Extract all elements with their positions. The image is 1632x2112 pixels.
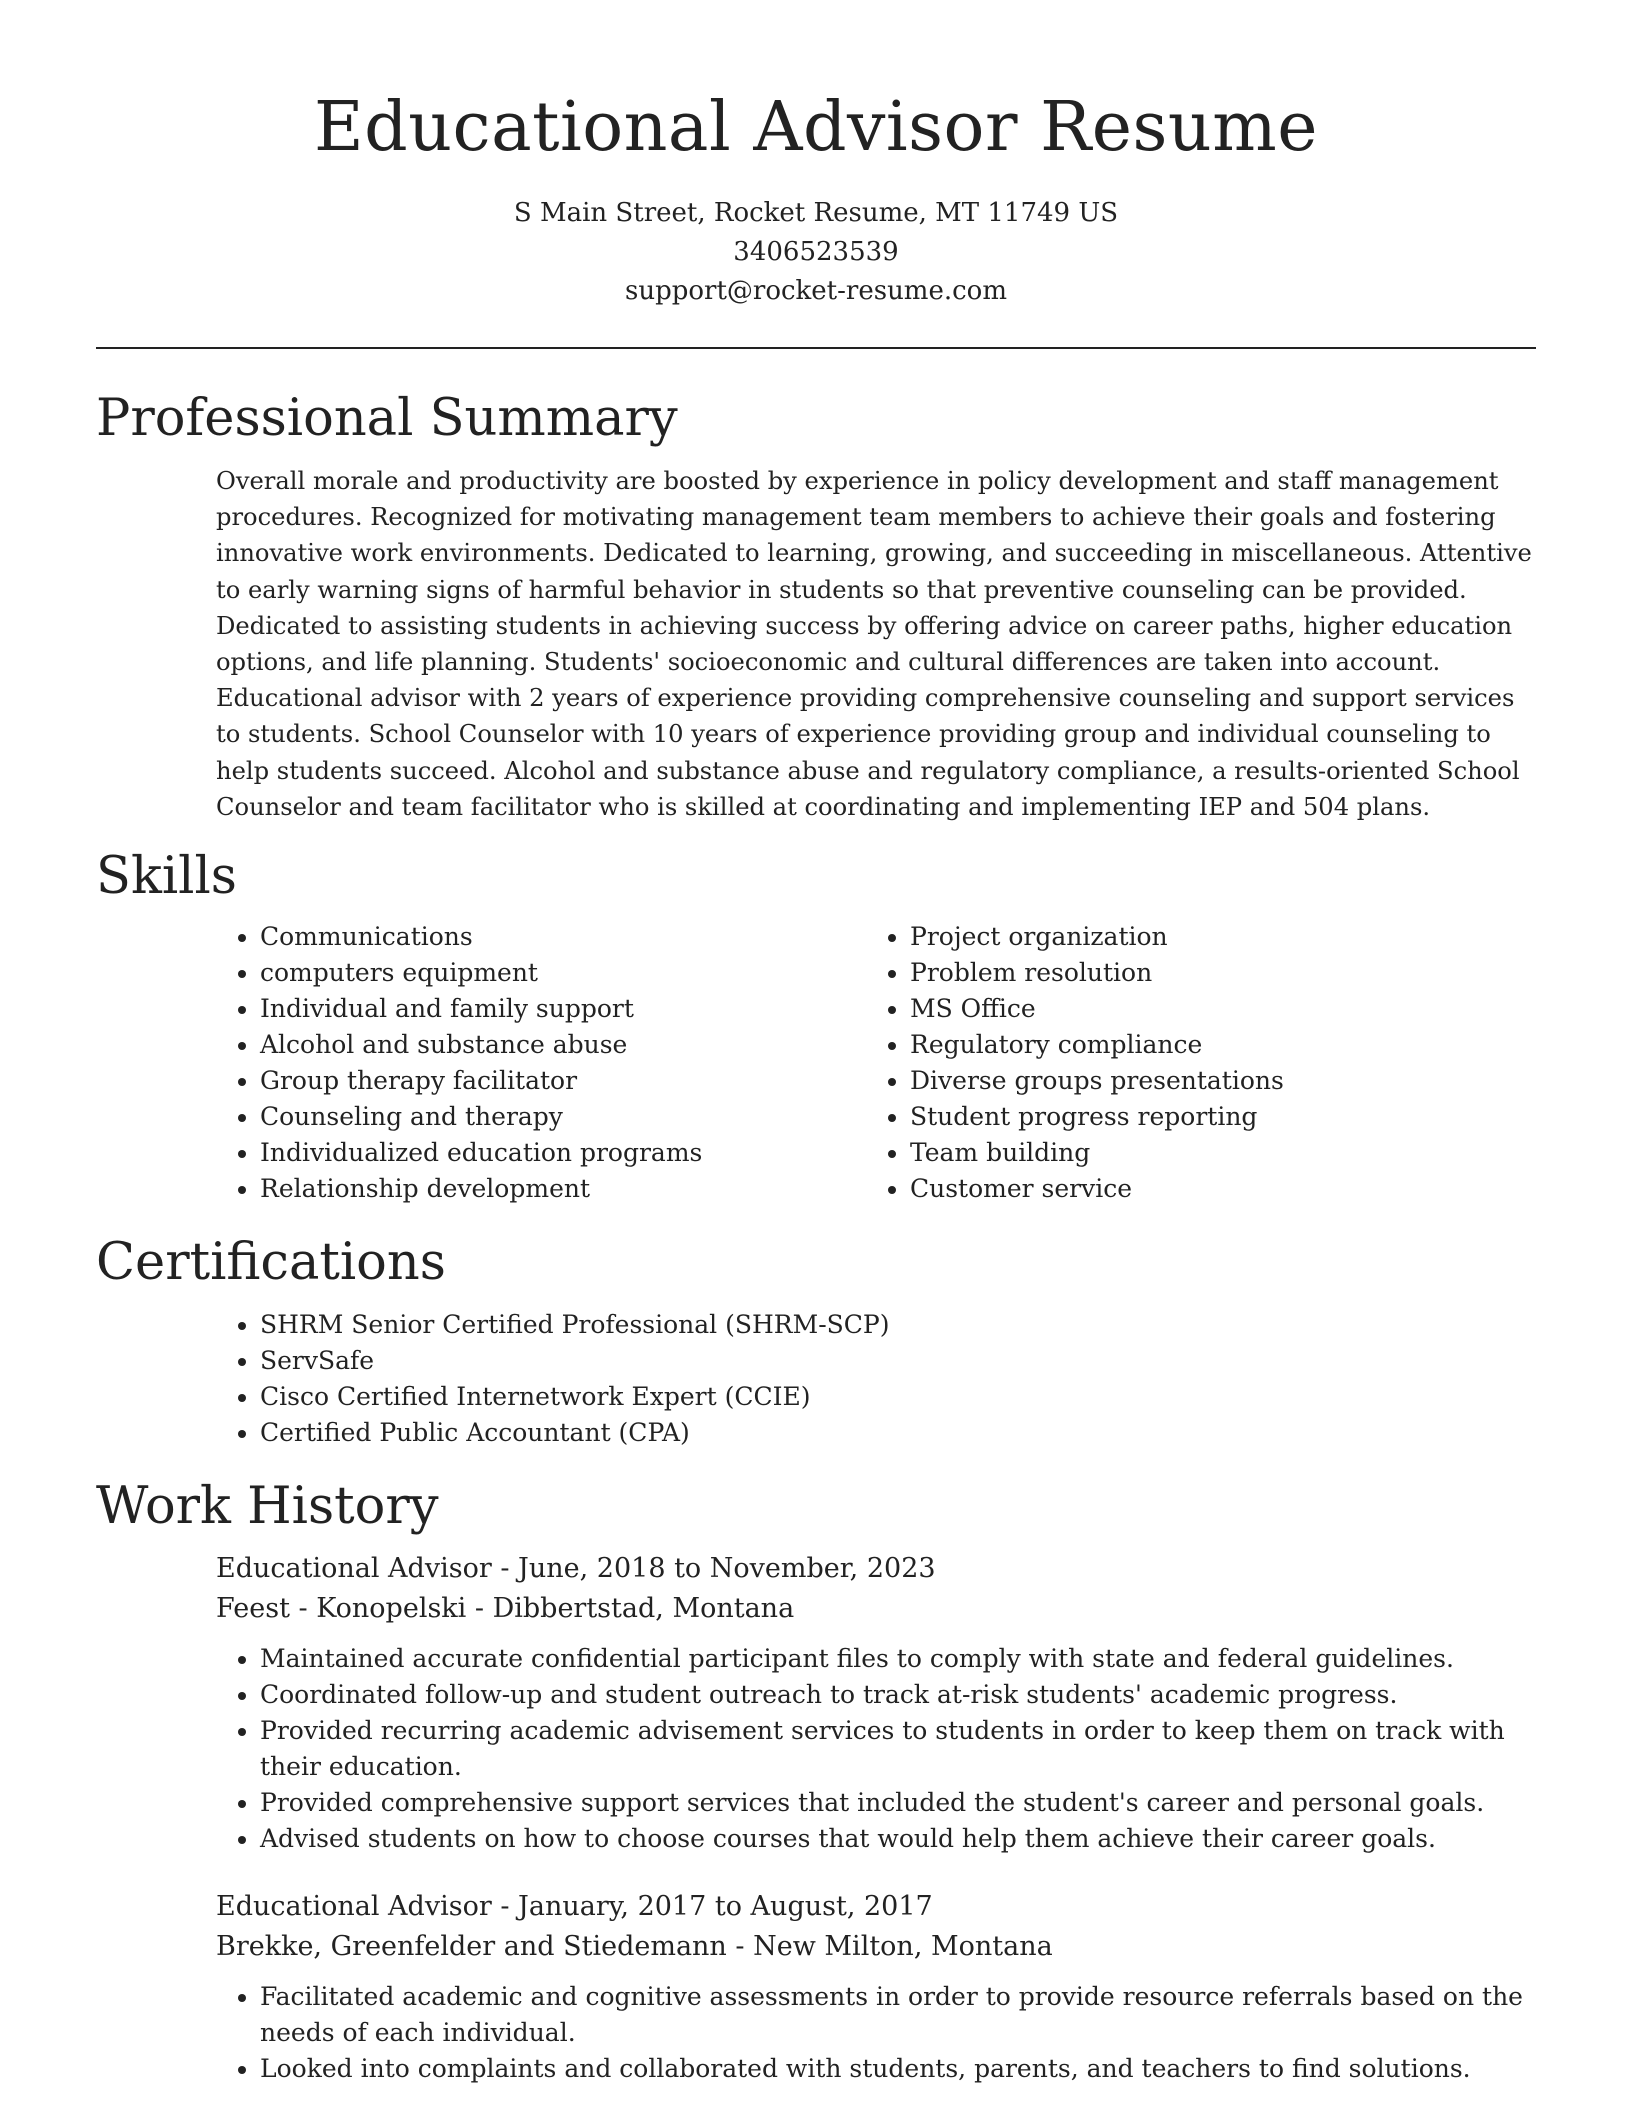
work-history-section bbox=[96, 1475, 1536, 2087]
skills-list-left bbox=[216, 919, 866, 1207]
skills-column-right bbox=[866, 919, 1516, 1207]
skill-item: • Customer service bbox=[910, 1171, 1516, 1207]
job-dates: - June, 2018 to November, 2023 bbox=[491, 1553, 936, 1585]
skill-item: • Individualized education programs bbox=[260, 1135, 866, 1171]
header-divider bbox=[96, 347, 1536, 349]
skill-item: • Student progress reporting bbox=[910, 1099, 1516, 1135]
certification-item: • Cisco Certified Internetwork Expert (CCIE) bbox=[260, 1379, 1536, 1415]
skill-item: • computers equipment bbox=[260, 955, 866, 991]
skill-item: • Communications bbox=[260, 919, 866, 955]
job-company-line bbox=[216, 1589, 1536, 1629]
job-duty-item: • Coordinated follow-up and student outreach to track at-risk students' academic progress. bbox=[260, 1677, 1536, 1713]
job-role: Educational Advisor bbox=[216, 1553, 492, 1585]
skills-heading: Skills bbox=[96, 847, 237, 907]
resume-title: Educational Advisor Resume bbox=[314, 88, 1318, 167]
job-duty-item: • Maintained accurate confidential participant files to comply with state and federal guidelines. bbox=[260, 1641, 1536, 1677]
job-title-line bbox=[216, 1887, 1536, 1927]
job-duty-item: • Provided comprehensive support services that included the student's career and personal goals. bbox=[260, 1785, 1536, 1821]
job-company: Feest - Konopelski bbox=[216, 1593, 467, 1625]
contact-email: support@rocket-resume.com bbox=[624, 276, 1007, 306]
skills-grid bbox=[216, 919, 1536, 1207]
job-entry bbox=[216, 1549, 1536, 1857]
skill-item: • Project organization bbox=[910, 919, 1516, 955]
skill-item: • Relationship development bbox=[260, 1171, 866, 1207]
skill-item: • Diverse groups presentations bbox=[910, 1063, 1516, 1099]
job-company-line bbox=[216, 1927, 1536, 1967]
job-entry bbox=[216, 1887, 1536, 2087]
contact-info bbox=[96, 194, 1536, 311]
job-duty-item: • Advised students on how to choose courses that would help them achieve their career goals. bbox=[260, 1821, 1536, 1857]
work-history-heading: Work History bbox=[96, 1477, 439, 1537]
certifications-section bbox=[96, 1231, 1536, 1451]
certification-item: • ServSafe bbox=[260, 1343, 1536, 1379]
skills-section bbox=[96, 845, 1536, 1207]
skill-item: • Regulatory compliance bbox=[910, 1027, 1516, 1063]
contact-address: S Main Street, Rocket Resume, MT 11749 US bbox=[513, 198, 1119, 228]
job-duties-list bbox=[216, 1979, 1536, 2087]
skill-item: • Alcohol and substance abuse bbox=[260, 1027, 866, 1063]
skills-column-left bbox=[216, 919, 866, 1207]
skill-item: • MS Office bbox=[910, 991, 1516, 1027]
job-location: - Dibbertstad, Montana bbox=[466, 1593, 795, 1625]
skills-list-right bbox=[866, 919, 1516, 1207]
skill-item: • Problem resolution bbox=[910, 955, 1516, 991]
job-duty-item: • Provided recurring academic advisement services to students in order to keep them on track with their education. bbox=[260, 1713, 1536, 1785]
skill-item: • Group therapy facilitator bbox=[260, 1063, 866, 1099]
certification-item: • SHRM Senior Certified Professional (SHRM-SCP) bbox=[260, 1307, 1536, 1343]
summary-text: Overall morale and productivity are boosted by experience in policy development and staff management procedures. Recognized for motivating management team members to achieve their goals and fostering innovative work environments. Dedicated to learning, growing, and succeeding in miscellaneous. Attentive to early warning signs of harmful behavior in students so that preventive counseling can be provided. Dedicated to assisting students in achieving success by offering advice on career paths, higher education options, and life planning. Students' socioeconomic and cultural differences are taken into account. Educational advisor with 2 years of experience providing comprehensive counseling and support services to students. School Counselor with 10 years of experience providing group and individual counseling to help students succeed. Alcohol and substance abuse and regulatory compliance, a results-oriented School Counselor and team facilitator who is skilled at coordinating and implementing IEP and 504 plans. bbox=[216, 467, 1532, 821]
skill-item: • Team building bbox=[910, 1135, 1516, 1171]
certifications-list bbox=[216, 1307, 1536, 1451]
certifications-heading: Certifications bbox=[96, 1233, 446, 1293]
contact-phone: 3406523539 bbox=[733, 237, 899, 267]
summary-section bbox=[96, 387, 1536, 825]
skill-item: • Individual and family support bbox=[260, 991, 866, 1027]
certifications-list-wrapper bbox=[216, 1307, 1536, 1451]
job-role: Educational Advisor bbox=[216, 1891, 492, 1923]
job-dates: - January, 2017 to August, 2017 bbox=[491, 1891, 933, 1923]
job-duty-item: • Facilitated academic and cognitive assessments in order to provide resource referrals based on the needs of each individual. bbox=[260, 1979, 1536, 2051]
summary-heading: Professional Summary bbox=[96, 389, 678, 448]
job-duties-list bbox=[216, 1641, 1536, 1857]
job-title-line bbox=[216, 1549, 1536, 1589]
job-duty-item: • Looked into complaints and collaborated with students, parents, and teachers to find solutions. bbox=[260, 2051, 1536, 2087]
certification-item: • Certified Public Accountant (CPA) bbox=[260, 1415, 1536, 1451]
resume-header bbox=[96, 0, 1536, 311]
job-location: - New Milton, Montana bbox=[726, 1931, 1053, 1963]
job-company: Brekke, Greenfelder and Stiedemann bbox=[216, 1931, 727, 1963]
resume-page bbox=[96, 0, 1536, 2087]
skill-item: • Counseling and therapy bbox=[260, 1099, 866, 1135]
